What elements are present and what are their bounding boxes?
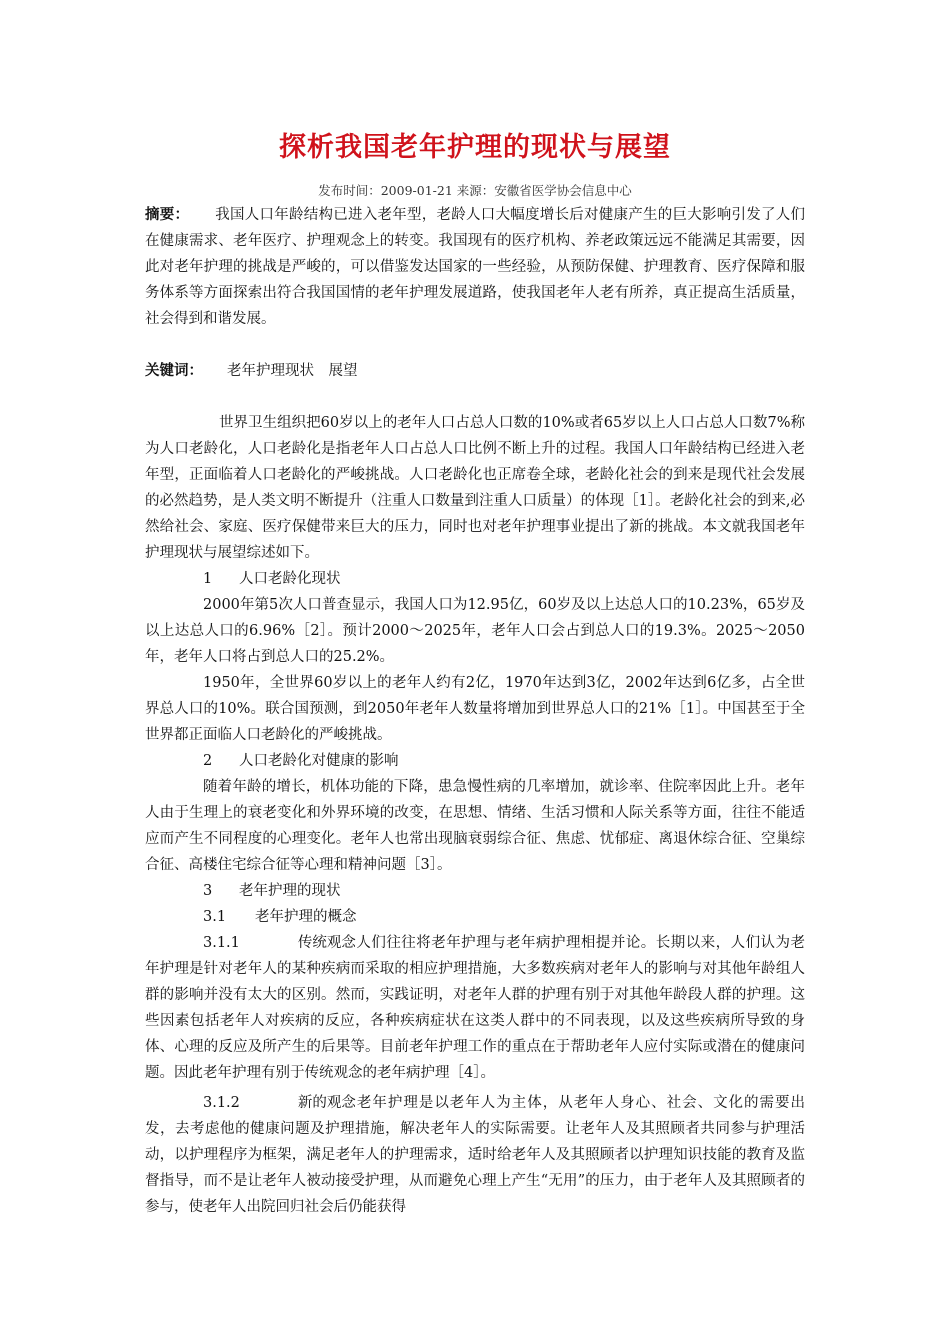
section-3-1-2-term: 新的观念: [297, 1095, 356, 1111]
keywords-label: 关键词：: [145, 363, 203, 379]
section-3-1-number: 3.1: [203, 909, 227, 925]
section-2-number: 2: [203, 753, 213, 769]
section-1-paragraph-1: 2000年第5次人口普查显示，我国人口为12.95亿，60岁及以上达总人口的10.23%，65岁及以上达总人口的6.96%［2］。预计2000～2025年，老年人口会占到总人口的19.3%。2025～2050年，老年人口将占到总人口的25.2%。: [145, 597, 805, 665]
intro-paragraph: 世界卫生组织把60岁以上的老年人口占总人口数的10%或者65岁以上人口占总人口数7%称为人口老龄化，人口老龄化是指老年人口占总人口比例不断上升的过程。我国人口年龄结构已经进入老年型，正面临着人口老龄化的严峻挑战。人口老龄化也正席卷全球，老龄化社会的到来是现代社会发展的必然趋势，是人类文明不断提升（注重人口数量到注重人口质量）的体现［1］。老龄化社会的到来,必然给社会、家庭、医疗保健带来巨大的压力，同时也对老年护理事业提出了新的挑战。本文就我国老年护理现状与展望综述如下。: [145, 415, 805, 561]
section-1-number: 1: [203, 571, 213, 587]
section-3-1-2-number: 3.1.2: [203, 1095, 240, 1111]
section-3-1-heading: [145, 904, 805, 930]
section-2-paragraph-1: 随着年龄的增长，机体功能的下降，患急慢性病的几率增加，就诊率、住院率因此上升。老年人由于生理上的衰老变化和外界环境的改变，在思想、情绪、生活习惯和人际关系等方面，往往不能适应而产生不同程度的心理变化。老年人也常出现脑衰弱综合征、焦虑、忧郁症、离退休综合征、空巢综合征、高楼住宅综合征等心理和精神问题［3］。: [145, 779, 805, 873]
document-title: 探析我国老年护理的现状与展望: [279, 132, 671, 163]
section-3-heading: [145, 878, 805, 904]
section-3-1-1-text: 人们往往将老年护理与老年病护理相提并论。长期以来，人们认为老年护理是针对老年人的某种疾病而采取的相应护理措施，大多数疾病对老年人的影响与对其他年龄组人群的影响并没有太大的区别。然而，实践证明，对老年人群的护理有别于对其他年龄段人群的护理。这些因素包括老年人对疾病的反应，各种疾病症状在这类人群中的不同表现，以及这些疾病所导致的身体、心理的反应及所产生的后果等。目前老年护理工作的重点在于帮助老年人应付实际或潜在的健康问题。因此老年护理有别于传统观念的老年病护理［4］。: [145, 935, 805, 1081]
abstract-label: 摘要：: [145, 207, 190, 223]
section-3-title: 老年护理的现状: [239, 883, 341, 899]
section-2-heading: [145, 748, 805, 774]
section-3-1-2-paragraph: [145, 1090, 805, 1220]
abstract-paragraph: [145, 202, 805, 332]
section-3-1-1-term: 传统观念: [297, 935, 356, 951]
section-3-number: 3: [203, 883, 213, 899]
section-1-heading: [145, 566, 805, 592]
keywords-line: [145, 358, 805, 384]
document-page: [145, 128, 805, 1220]
section-3-1-1-paragraph: [145, 930, 805, 1086]
section-3-1-title: 老年护理的概念: [255, 909, 357, 925]
section-2-title: 人口老龄化对健康的影响: [239, 753, 399, 769]
keywords-text: 老年护理现状 展望: [227, 363, 358, 379]
section-3-1-1-number: 3.1.1: [203, 935, 240, 951]
section-1-paragraph-2: 1950年，全世界60岁以上的老年人约有2亿，1970年达到3亿，2002年达到6亿多，占全世界总人口的10%。联合国预测，到2050年老年人数量将增加到世界总人口的21%［1］。中国甚至于全世界都正面临人口老龄化的严峻挑战。: [145, 675, 805, 743]
section-1-title: 人口老龄化现状: [239, 571, 341, 587]
section-3-1-2-text: 老年护理是以老年人为主体，从老年人身心、社会、文化的需要出发，去考虑他的健康问题及护理措施，解决老年人的实际需要。让老年人及其照顾者共同参与护理活动，以护理程序为框架，满足老年人的护理需求，适时给老年人及其照顾者以护理知识技能的教育及监督指导，而不是让老年人被动接受护理，从而避免心理上产生“无用”的压力，由于老年人及其照顾者的参与，使老年人出院回归社会后仍能获得: [145, 1095, 805, 1215]
publish-meta: 发布时间：2009-01-21 来源：安徽省医学协会信息中心: [318, 183, 632, 198]
abstract-text: 我国人口年龄结构已进入老年型，老龄人口大幅度增长后对健康产生的巨大影响引发了人们在健康需求、老年医疗、护理观念上的转变。我国现有的医疗机构、养老政策远远不能满足其需要，因此对老年护理的挑战是严峻的，可以借鉴发达国家的一些经验，从预防保健、护理教育、医疗保障和服务体系等方面探索出符合我国国情的老年护理发展道路，使我国老年人老有所养，真正提高生活质量，社会得到和谐发展。: [145, 207, 805, 327]
